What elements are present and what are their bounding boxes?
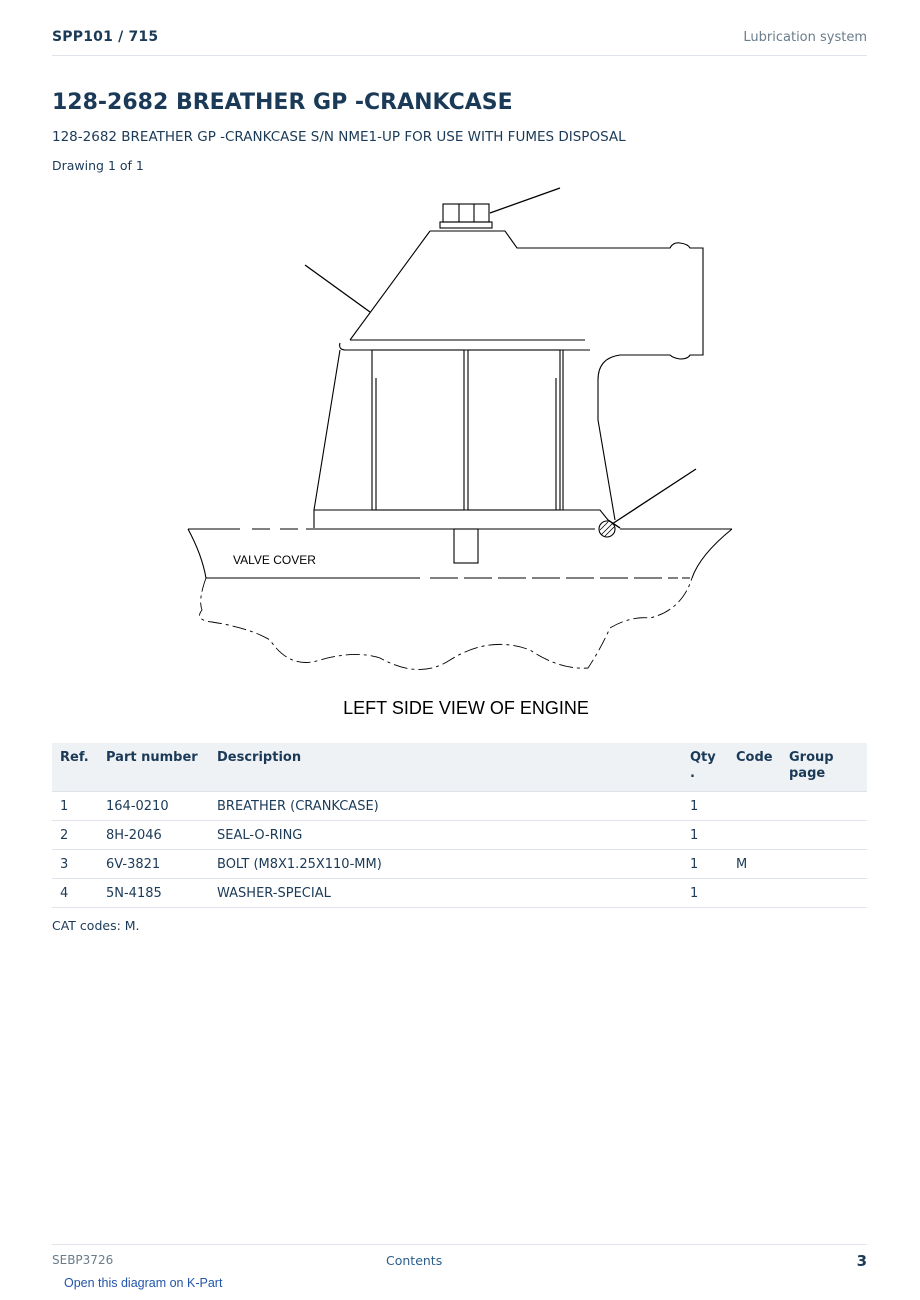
breather-body-outline [430,231,703,520]
cell-qty: 1 [682,850,728,879]
page-number: 3 [856,1252,867,1270]
table-header-row [52,743,867,792]
header-code: Code [728,743,781,792]
cell-part-number: 5N-4185 [98,879,209,908]
footer-document-ref: SEBP3726 [52,1253,114,1267]
page-header [52,28,867,56]
kpart-link[interactable]: Open this diagram on K-Part [64,1276,223,1290]
cell-qty: 1 [682,821,728,850]
contents-link[interactable]: Contents [386,1253,443,1268]
cell-part-number: 6V-3821 [98,850,209,879]
cell-description: BOLT (M8X1.25X110-MM) [209,850,682,879]
parts-diagram [180,180,740,730]
cell-ref: 1 [52,792,98,821]
header-description: Description [209,743,682,792]
header-group-page: Group page [781,743,867,792]
cell-description: BREATHER (CRANKCASE) [209,792,682,821]
header-qty: Qty . [682,743,728,792]
cell-code [728,792,781,821]
cell-qty: 1 [682,792,728,821]
table-row [52,879,867,908]
cell-code [728,879,781,908]
bolt-head-shape [443,204,489,222]
header-part-number: Part number [98,743,209,792]
cell-description: WASHER-SPECIAL [209,879,682,908]
cell-group-page [781,792,867,821]
cell-qty: 1 [682,879,728,908]
drawing-count: Drawing 1 of 1 [52,158,144,173]
table-row [52,792,867,821]
table-row [52,850,867,879]
cell-ref: 3 [52,850,98,879]
cell-ref: 2 [52,821,98,850]
valve-cover-label: VALVE COVER [233,553,316,567]
cell-group-page [781,821,867,850]
cell-code: M [728,850,781,879]
page-footer [52,1244,867,1274]
cell-group-page [781,879,867,908]
breather-drawing [180,180,740,730]
page-title: 128-2682 BREATHER GP -CRANKCASE [52,90,513,115]
leader-line-breather [305,265,370,312]
header-ref: Ref. [52,743,98,792]
page-subtitle: 128-2682 BREATHER GP -CRANKCASE S/N NME1-UP FOR USE WITH FUMES DISPOSAL [52,129,626,145]
cell-description: SEAL-O-RING [209,821,682,850]
cell-group-page [781,850,867,879]
cell-part-number: 164-0210 [98,792,209,821]
leader-line-bolt [490,188,560,213]
cat-codes-note: CAT codes: M. [52,918,140,933]
document-id: SPP101 / 715 [52,29,159,45]
cell-ref: 4 [52,879,98,908]
drawing-caption: LEFT SIDE VIEW OF ENGINE [343,698,589,718]
parts-table [52,743,867,908]
cell-part-number: 8H-2046 [98,821,209,850]
leader-line-o-ring [612,469,696,524]
section-name: Lubrication system [743,30,867,45]
table-row [52,821,867,850]
cell-code [728,821,781,850]
washer-shape [440,222,492,228]
